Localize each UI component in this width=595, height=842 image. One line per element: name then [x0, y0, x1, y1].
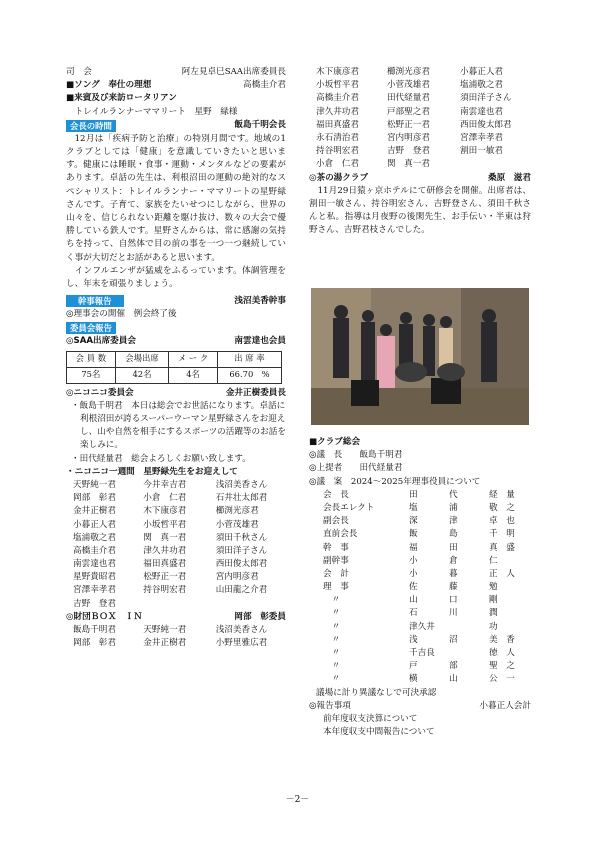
saa-title: ◎SAA出席委員会 [66, 336, 136, 347]
officer-name-part: 津 [449, 516, 458, 527]
officer-role: 〃 [323, 661, 341, 672]
member-name: 吉野 登君 [386, 146, 430, 157]
officer-role: 副会長 [323, 516, 349, 527]
officer-name-part: 塩 [409, 502, 418, 513]
officer-row [323, 621, 531, 634]
name-row [316, 145, 531, 158]
officer-name-part: 公 一 [489, 674, 515, 685]
member-name: 木下康彦君 [143, 506, 187, 517]
header-cell: メ ー ク [169, 351, 218, 367]
assembly-line: ◎議 長 飯島千明君 [309, 450, 403, 461]
officer-name-part: 佐 [409, 582, 418, 593]
member-name: 津久井功君 [143, 545, 187, 556]
officer-role: 会 長 [323, 489, 349, 500]
officer-row [323, 515, 531, 528]
name-row [73, 598, 286, 611]
member-name: 山田龍之介君 [215, 585, 268, 596]
officer-name-part: 敬 之 [489, 502, 515, 513]
member-name: 関 真一君 [143, 532, 187, 543]
officer-row [323, 634, 531, 647]
officer-name-part: 田 [449, 542, 458, 553]
officer-name-part: 島 [449, 529, 458, 540]
officer-name-part: 飯 [409, 529, 418, 540]
officer-name-part: 田 [409, 489, 418, 500]
member-name: 天野純一君 [143, 625, 187, 636]
member-name: 松野正一君 [386, 119, 430, 130]
intro-key: 司 会 [66, 67, 92, 77]
assembly-line: ◎上提者 田代経量君 [309, 463, 403, 474]
member-name: 櫛渕光彦君 [386, 67, 430, 77]
member-name: 木下康彦君 [316, 67, 359, 77]
member-name: 小菅茂雄君 [386, 80, 430, 91]
member-name: 星野貴昭君 [73, 572, 116, 583]
member-name: 小倉 仁君 [143, 493, 187, 504]
member-name: 戸部聖之君 [386, 106, 430, 117]
officer-name-part: 川 [449, 608, 458, 619]
assembly-section [309, 436, 531, 739]
officer-name-part: 真 盛 [489, 542, 515, 553]
resolution-line: 議場に計り異議なしで可決承認 [316, 687, 437, 698]
name-row [316, 119, 531, 132]
member-name: 塩浦敬之君 [73, 532, 116, 543]
officer-name-part: 深 [409, 516, 418, 527]
member-name: 宮内明彦君 [215, 572, 259, 583]
header-cell: 会場出席 [115, 351, 168, 367]
member-name: 金井正樹君 [143, 638, 187, 649]
member-name: 南雲達也君 [73, 559, 116, 570]
officer-row [323, 568, 531, 581]
officer-row [323, 581, 531, 594]
officer-name-part: 戸 [409, 661, 418, 672]
header-cell: 出 席 率 [217, 351, 281, 367]
officer-row [323, 542, 531, 555]
officer-role: 〃 [323, 621, 341, 632]
intro-line [66, 66, 286, 79]
member-name: 須田洋子さん [460, 93, 512, 104]
member-name: 小坂哲平君 [143, 519, 187, 530]
member-name: 西田俊太郎君 [460, 119, 512, 130]
member-name: 福田真盛君 [143, 559, 187, 570]
intro-line [66, 79, 286, 92]
value-cell: 42名 [115, 367, 168, 383]
name-row [316, 158, 531, 171]
officer-row [323, 502, 531, 515]
name-row [73, 558, 286, 571]
intro-line: ■来賓及び来訪ロータリアン [66, 93, 177, 104]
nikoniko-name: 金井正樹委員長 [225, 387, 286, 398]
officer-name-part: 代 [449, 489, 458, 500]
zaidan-header [66, 611, 286, 624]
continued-name-list [309, 66, 531, 172]
officer-name-part: 功 [489, 621, 498, 632]
member-name: 福田真盛君 [316, 119, 359, 130]
intro-value: 高橋圭介君 [243, 80, 286, 91]
secretary-header [66, 294, 286, 308]
attendance-value-row [67, 367, 282, 383]
intro-line: トレイルランナーママリート 星野 緑様 [66, 106, 238, 117]
officer-list [309, 489, 531, 687]
secretary-name: 浅沼美香幹事 [234, 295, 286, 306]
report-title: ◎報告事項 [309, 700, 351, 711]
header-cell: 会 員 数 [67, 351, 116, 367]
value-cell: 4名 [169, 367, 218, 383]
member-name [216, 598, 286, 611]
report-line: 前年度収支決算について [323, 713, 418, 724]
member-name: 西田俊太郎君 [215, 559, 268, 570]
officer-role: 〃 [323, 634, 341, 645]
officer-name-part: 浦 [449, 502, 458, 513]
member-name: 塩浦敬之君 [460, 80, 504, 91]
member-name: 小野里雅広君 [215, 638, 268, 649]
member-name: 永石清治君 [316, 132, 359, 143]
name-row [73, 505, 286, 518]
president-paragraph: 12月は「疾病予防と治療」の特別月間です。地域の1クラブとしては「健康」を意識していきたいと思います。健康には睡眠・食事・運動・メンタルなどの要素があります。卓話の先生は、利根沼田の運動の絶対的なスペシャリスト：トレイルランナー・ママリートの星野緑さんです。子育て、家族をたいせつにしながら、世界の山々を、信じられない距離を駆け抜け、数々の大会で優勝している鉄人です。星野さんからは、常に感謝の気持ちを持って、自然体で目の前の事を一つ一つ継続していく事が大切だとお話があると思います。 [66, 133, 286, 263]
member-name: 須田千秋さん [215, 532, 268, 543]
officer-name-part: 藤 [449, 582, 458, 593]
name-row [73, 545, 286, 558]
attendance-table [66, 351, 282, 384]
zaidan-title: ◎財団ＢＯＸ ＩＮ [66, 611, 143, 622]
nikoniko-name-list [66, 479, 286, 611]
name-row [316, 132, 531, 145]
officer-name-part: 津久井 [409, 621, 435, 632]
officer-name-part: 徳 人 [489, 648, 515, 658]
officer-name-part [449, 647, 489, 660]
president-tag: 会長の時間 [66, 120, 116, 132]
officer-role: 直前会長 [323, 529, 358, 540]
page-number: －2－ [285, 795, 310, 805]
officer-name-part: 口 [449, 595, 458, 606]
officer-name-part: 部 [449, 661, 458, 672]
name-row [73, 584, 286, 597]
officer-name-part: 経 量 [489, 489, 515, 500]
left-column [66, 66, 286, 650]
officer-role: 〃 [323, 674, 341, 685]
committee-tag: 委員会報告 [66, 322, 116, 334]
member-name: 岡部 彰君 [73, 638, 116, 649]
officer-name-part: 美 香 [489, 634, 515, 645]
tea-paragraph: 11月29日猿ヶ京ホテルにて研修会を開催。出席者は、割田一敏さん、持谷明宏さん、吉野登さん、須田千秋さんと私。指導は月夜野の後閑先生、お手伝い・半東は狩野さん、吉野君枝さんでした。 [309, 185, 531, 236]
report-name: 小暮正人会計 [479, 700, 531, 711]
member-name: 浅沼美香さん [215, 625, 268, 636]
member-name: 高橋圭介君 [73, 545, 116, 556]
president-header [66, 119, 286, 133]
president-name: 飯島千明会長 [234, 120, 286, 131]
member-name: 吉野 登君 [73, 598, 116, 609]
member-name: 櫛渕光彦君 [215, 506, 259, 517]
member-name: 宮内明彦君 [386, 132, 430, 143]
group-photo [311, 288, 529, 425]
member-name: 松野正一君 [143, 572, 187, 583]
officer-role: 〃 [323, 648, 341, 658]
intro-key: ■ソング 奉仕の理想 [66, 80, 152, 91]
officer-name-part: 石 [409, 608, 418, 619]
name-row [73, 637, 286, 650]
officer-row [323, 660, 531, 673]
officer-role: 会長エレクト [323, 502, 375, 513]
officer-name-part: 潤 [489, 608, 498, 619]
right-column [309, 66, 531, 238]
officer-role: 副幹事 [323, 555, 349, 566]
member-name: 小倉 仁君 [316, 159, 359, 170]
member-name: 割田一敏君 [460, 146, 504, 157]
officer-name-part: 小 [409, 568, 418, 579]
name-row [316, 106, 531, 119]
officer-name-part: 小 [409, 555, 418, 566]
member-name: 小菅茂雄君 [215, 519, 259, 530]
officer-name-part: 山 [409, 595, 418, 606]
zaidan-name: 岡部 彰委員 [234, 611, 286, 622]
officer-row [323, 528, 531, 541]
member-name: 金井正樹君 [73, 506, 116, 517]
officer-name-part: 聖 之 [489, 661, 515, 672]
member-name: 小坂哲平君 [316, 80, 359, 91]
group-photo-image [311, 288, 529, 425]
officer-name-part: 福 [409, 542, 418, 553]
nikoniko-title: ◎ニコニコ委員会 [66, 387, 134, 398]
secretary-tag: 幹事報告 [66, 295, 124, 307]
officer-name-part: 横 [409, 674, 418, 685]
member-name: 小暮正人君 [73, 519, 116, 530]
secretary-line: ◎理事会の開催 例会終了後 [66, 309, 177, 320]
member-name: 小暮正人君 [460, 67, 504, 77]
officer-row [323, 607, 531, 620]
nikoniko-item: ・飯島千明君 本日は総会でお世話になります。卓話に利根沼田が誇るスーパーウーマン星野緑さんをお迎えし、山や自然を相手にするスポーツの活躍等のお話を楽しみに。 [71, 400, 286, 451]
officer-name-part: 倉 [449, 555, 458, 566]
member-name: 石井壮太郎君 [215, 493, 268, 504]
member-name: 高橋圭介君 [316, 93, 359, 104]
saa-name: 南雲達也会員 [234, 336, 286, 347]
member-name: 関 真一君 [386, 159, 430, 170]
name-row [316, 66, 531, 79]
name-row [73, 492, 286, 505]
assembly-line: ◎議 案 2024～2025年理事役員について [309, 476, 481, 487]
officer-row [323, 489, 531, 502]
officer-name-part: 千 明 [489, 529, 515, 540]
officer-name-part: 山 [449, 674, 458, 685]
officer-row [323, 594, 531, 607]
officer-role: 理 事 [323, 582, 349, 593]
name-row [73, 479, 286, 492]
officer-role: 〃 [323, 608, 341, 619]
name-row [73, 571, 286, 584]
member-name: 宮澤幸孝君 [73, 585, 116, 596]
officer-row [323, 647, 531, 660]
value-cell: 66.70 % [217, 367, 281, 383]
attendance-header-row [67, 351, 282, 367]
member-name: 田代経量君 [386, 93, 430, 104]
name-row [73, 624, 286, 637]
officer-name-part: 卓 也 [489, 516, 515, 527]
officer-role: 会 計 [323, 568, 349, 579]
committee-header [66, 321, 286, 335]
officer-name-part: 正 人 [489, 568, 515, 579]
member-name: 持谷明宏君 [143, 585, 187, 596]
officer-row [323, 673, 531, 686]
member-name [460, 158, 531, 171]
officer-name-part [449, 621, 489, 634]
officer-name-part: 浅 [409, 634, 418, 645]
value-cell: 75名 [67, 367, 116, 383]
officer-name-part: 仁 [489, 555, 498, 566]
member-name: 飯島千明君 [73, 625, 116, 636]
member-name: 須田洋子さん [215, 545, 268, 556]
nikoniko-week-title: ・ニコニコ一週間 星野緑先生をお迎えして [66, 466, 238, 477]
nikoniko-item: ・田代経量君 総会よろしくお願い致します。 [71, 453, 251, 464]
officer-name-part: 剛 [489, 595, 498, 606]
member-name: 宮澤幸孝君 [460, 132, 504, 143]
tea-name: 桑原 滋君 [488, 172, 531, 183]
member-name: 今井幸吉君 [143, 479, 187, 490]
report-line: 本年度収支中間報告について [323, 727, 435, 738]
saa-header [66, 335, 286, 348]
member-name: 浅沼美香さん [215, 479, 268, 490]
name-row [73, 532, 286, 545]
nikoniko-header [66, 387, 286, 400]
name-row [316, 79, 531, 92]
intro-value: 阿左見卓巳SAA出席委員長 [181, 67, 286, 77]
name-row [73, 519, 286, 532]
member-name: 持谷明宏君 [316, 146, 359, 157]
tea-header [309, 172, 531, 185]
officer-role: 〃 [323, 595, 341, 606]
president-paragraph: インフルエンザが猛威をふるっています。体調管理をし、年末を頑張りましょう。 [66, 265, 286, 289]
officer-role: 幹 事 [323, 542, 349, 553]
member-name: 南雲達也君 [460, 106, 504, 117]
officer-name-part: 暮 [449, 568, 458, 579]
officer-name-part: 沼 [449, 634, 458, 645]
report-header [309, 700, 531, 713]
tea-title: ◎茶の湯クラブ [309, 172, 369, 183]
assembly-title: ■クラブ総会 [309, 437, 361, 447]
member-name: 天野純一君 [73, 479, 116, 490]
name-row [316, 92, 531, 105]
officer-name-part: 勉 [489, 582, 498, 593]
member-name: 岡部 彰君 [73, 493, 116, 504]
officer-row [323, 555, 531, 568]
member-name: 津久井功君 [316, 106, 359, 117]
officer-name-part: 千吉良 [409, 648, 435, 658]
member-name [143, 598, 215, 611]
zaidan-name-list [66, 624, 286, 650]
